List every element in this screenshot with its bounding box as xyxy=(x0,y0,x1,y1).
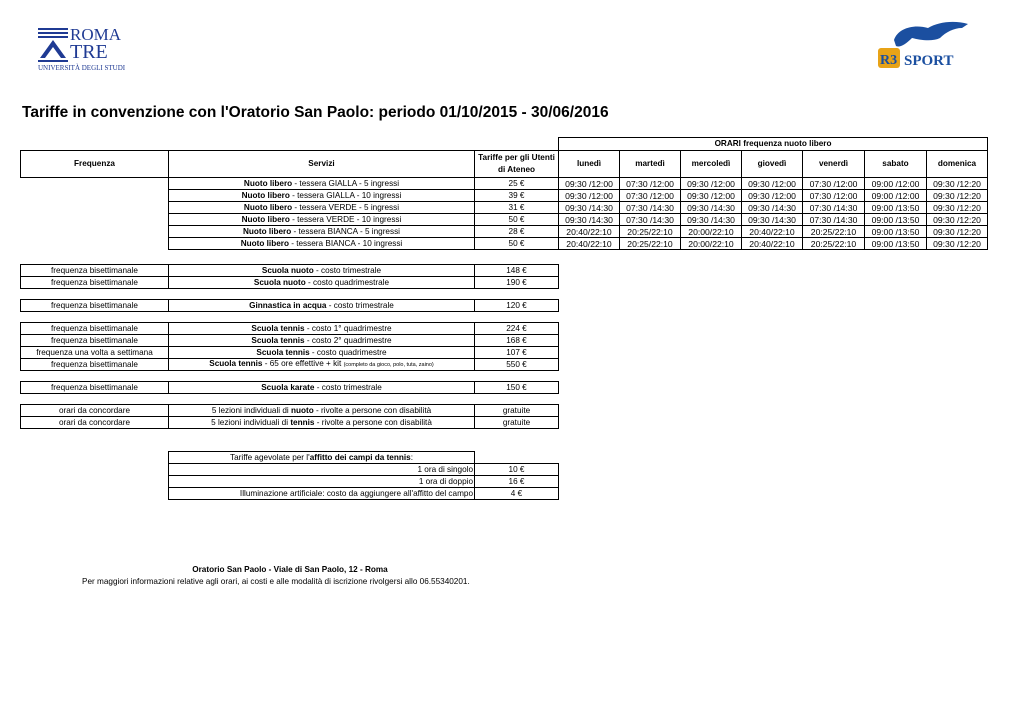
servizio-cell xyxy=(169,405,475,417)
servizio-name: Scuola tennis xyxy=(256,347,310,357)
servizio-name: Scuola nuoto xyxy=(261,265,314,275)
rental-header-pre: Tariffe agevolate per l' xyxy=(230,452,310,462)
time-cell: 07:30 /14:30 xyxy=(803,202,865,214)
r3-sport-logo xyxy=(876,18,972,72)
table-row xyxy=(169,476,559,488)
time-cell: 07:30 /14:30 xyxy=(803,214,865,226)
time-cell: 07:30 /12:00 xyxy=(803,178,865,190)
servizio-name: Scuola karate xyxy=(261,382,315,392)
roma-tre-logo xyxy=(38,24,138,72)
table-row xyxy=(21,238,988,250)
day-header: mercoledì xyxy=(681,151,742,178)
price-cell: gratuite xyxy=(475,405,559,417)
day-header: sabato xyxy=(865,151,927,178)
time-cell: 20:25/22:10 xyxy=(620,226,681,238)
servizio-detail: - tessera GIALLA - 5 ingressi xyxy=(292,178,400,188)
time-cell: 09:30 /14:30 xyxy=(681,214,742,226)
time-cell: 20:25/22:10 xyxy=(803,226,865,238)
time-cell: 09:30 /12:20 xyxy=(927,214,988,226)
rental-rows xyxy=(169,464,559,500)
day-header: venerdì xyxy=(803,151,865,178)
servizio-detail: - rivolte a persone con disabilità xyxy=(313,405,432,415)
spacer-row xyxy=(21,312,559,323)
frequenza-cell: frequenza una volta a settimana xyxy=(21,347,169,359)
frequenza-cell: frequenza bisettimanale xyxy=(21,323,169,335)
time-cell: 09:30 /12:20 xyxy=(927,202,988,214)
tennis-rental-table xyxy=(168,451,559,500)
footer-info: Per maggiori informazioni relative agli orari, ai costi e alle modalità di iscrizione rivolgersi allo 06.55340201. xyxy=(82,577,470,586)
table-row xyxy=(169,488,559,500)
servizio-cell xyxy=(169,238,475,250)
col-header-tariffe: Tariffe per gli Utenti di Ateneo xyxy=(475,151,559,178)
day-header: martedì xyxy=(620,151,681,178)
day-header: giovedì xyxy=(742,151,803,178)
time-cell: 20:40/22:10 xyxy=(559,238,620,250)
table-row xyxy=(21,382,559,394)
servizio-cell xyxy=(169,190,475,202)
time-cell: 09:30 /14:30 xyxy=(559,214,620,226)
table-row xyxy=(21,417,559,429)
price-cell: 10 € xyxy=(475,464,559,476)
servizio-cell xyxy=(169,323,475,335)
price-cell: 16 € xyxy=(475,476,559,488)
time-cell: 09:00 /12:00 xyxy=(865,190,927,202)
time-cell: 09:30 /12:20 xyxy=(927,238,988,250)
servizio-detail: - costo 2° quadrimestre xyxy=(304,335,392,345)
servizio-name: Scuola tennis xyxy=(251,323,305,333)
price-cell: 4 € xyxy=(475,488,559,500)
servizio-note: (completo da gioco, polo, tuta, zaino) xyxy=(343,362,434,368)
table-row xyxy=(21,226,988,238)
logo-text-roma: ROMA xyxy=(70,25,122,44)
servizio-name: Nuoto libero xyxy=(243,226,292,236)
price-cell: gratuite xyxy=(475,417,559,429)
servizio-name: Scuola tennis xyxy=(209,359,263,368)
spacer-cell xyxy=(475,289,559,300)
table-row xyxy=(21,265,559,277)
orari-header: ORARI frequenza nuoto libero xyxy=(559,138,988,151)
servizio-detail: - costo 1° quadrimestre xyxy=(304,323,392,333)
servizio-cell xyxy=(169,178,475,190)
servizio-name: Nuoto libero xyxy=(243,202,293,212)
servizio-detail: - tessera VERDE - 10 ingressi xyxy=(289,214,402,224)
servizio-cell xyxy=(169,347,475,359)
time-cell: 07:30 /14:30 xyxy=(620,214,681,226)
time-cell: 07:30 /12:00 xyxy=(620,190,681,202)
price-cell: 50 € xyxy=(475,214,559,226)
table-row xyxy=(21,277,559,289)
servizio-detail: - tessera VERDE - 5 ingressi xyxy=(292,202,400,212)
spacer-cell xyxy=(169,289,475,300)
time-cell: 20:00/22:10 xyxy=(681,238,742,250)
day-header: domenica xyxy=(927,151,988,178)
frequenza-cell xyxy=(21,190,169,202)
servizio-detail: - costo trimestrale xyxy=(314,382,382,392)
time-cell: 09:30 /14:30 xyxy=(559,202,620,214)
frequenza-cell: orari da concordare xyxy=(21,405,169,417)
time-cell: 09:30 /12:00 xyxy=(742,178,803,190)
price-cell: 31 € xyxy=(475,202,559,214)
price-cell: 120 € xyxy=(475,300,559,312)
price-cell: 25 € xyxy=(475,178,559,190)
table-row xyxy=(21,214,988,226)
spacer-cell xyxy=(475,371,559,382)
table-row xyxy=(169,464,559,476)
price-cell: 28 € xyxy=(475,226,559,238)
time-cell: 20:25/22:10 xyxy=(803,238,865,250)
time-cell: 07:30 /14:30 xyxy=(620,202,681,214)
courses-table xyxy=(20,264,559,429)
spacer-row xyxy=(21,394,559,405)
table-row xyxy=(21,405,559,417)
rental-header-bold: affitto dei campi da tennis xyxy=(309,452,411,462)
servizio-cell xyxy=(169,214,475,226)
servizio-cell xyxy=(169,265,475,277)
frequenza-cell xyxy=(21,238,169,250)
servizio-cell xyxy=(169,417,475,429)
time-cell: 09:00 /12:00 xyxy=(865,178,927,190)
table-row xyxy=(21,335,559,347)
nuoto-rows xyxy=(21,178,988,250)
spacer-cell xyxy=(21,371,169,382)
time-cell: 09:30 /14:30 xyxy=(681,202,742,214)
servizio-name: Scuola tennis xyxy=(251,335,305,345)
frequenza-cell xyxy=(21,202,169,214)
courses-rows xyxy=(21,265,559,429)
spacer-cell xyxy=(21,394,169,405)
rental-header-post: : xyxy=(410,452,413,462)
spacer-row xyxy=(21,289,559,300)
servizio-detail: - tessera BIANCA - 5 ingressi xyxy=(291,226,400,236)
servizio-name: tennis xyxy=(290,417,315,427)
time-cell: 09:00 /13:50 xyxy=(865,226,927,238)
time-cell: 09:30 /12:00 xyxy=(559,190,620,202)
time-cell: 20:25/22:10 xyxy=(620,238,681,250)
servizio-cell xyxy=(169,382,475,394)
spacer-cell xyxy=(475,394,559,405)
servizio-detail: - costo trimestrale xyxy=(326,300,394,310)
servizio-name: Nuoto libero xyxy=(240,238,289,248)
servizio-name: Nuoto libero xyxy=(241,190,290,200)
frequenza-cell: frequenza bisettimanale xyxy=(21,265,169,277)
servizio-cell xyxy=(169,226,475,238)
spacer-cell xyxy=(169,371,475,382)
time-cell: 09:30 /12:00 xyxy=(559,178,620,190)
time-cell: 09:30 /12:20 xyxy=(927,190,988,202)
price-cell: 168 € xyxy=(475,335,559,347)
time-cell: 09:00 /13:50 xyxy=(865,202,927,214)
price-cell: 50 € xyxy=(475,238,559,250)
day-header: lunedì xyxy=(559,151,620,178)
time-cell: 09:30 /14:30 xyxy=(742,214,803,226)
servizio-detail: - costo trimestrale xyxy=(313,265,382,275)
horse-icon xyxy=(894,22,968,47)
logo-text-universita: UNIVERSITÀ DEGLI STUDI xyxy=(38,64,126,72)
spacer-cell xyxy=(475,312,559,323)
time-cell: 07:30 /12:00 xyxy=(620,178,681,190)
time-cell: 09:30 /12:20 xyxy=(927,178,988,190)
price-cell: 107 € xyxy=(475,347,559,359)
servizio-cell xyxy=(169,300,475,312)
time-cell: 09:30 /12:20 xyxy=(927,226,988,238)
spacer-cell xyxy=(21,289,169,300)
rental-label: Illuminazione artificiale: costo da aggiungere all'affitto del campo xyxy=(169,488,475,500)
page-title: Tariffe in convenzione con l'Oratorio San Paolo: periodo 01/10/2015 - 30/06/2016 xyxy=(22,104,609,121)
time-cell: 09:00 /13:50 xyxy=(865,238,927,250)
spacer-cell xyxy=(169,312,475,323)
price-cell: 224 € xyxy=(475,323,559,335)
frequenza-cell xyxy=(21,214,169,226)
time-cell: 20:00/22:10 xyxy=(681,226,742,238)
col-header-frequenza: Frequenza xyxy=(21,151,169,178)
frequenza-cell xyxy=(21,226,169,238)
table-row xyxy=(21,323,559,335)
time-cell: 09:00 /13:50 xyxy=(865,214,927,226)
price-cell: 150 € xyxy=(475,382,559,394)
time-cell: 09:30 /14:30 xyxy=(742,202,803,214)
servizio-name: Nuoto libero xyxy=(243,178,293,188)
col-header-servizi: Servizi xyxy=(169,151,475,178)
footer-address: Oratorio San Paolo - Viale di San Paolo, 12 - Roma xyxy=(192,565,388,574)
frequenza-cell: frequenza bisettimanale xyxy=(21,382,169,394)
rental-header xyxy=(169,452,475,464)
logo-r3-mark: R3 xyxy=(880,53,898,68)
servizio-cell xyxy=(169,335,475,347)
frequenza-cell: frequenza bisettimanale xyxy=(21,359,169,371)
price-cell: 39 € xyxy=(475,190,559,202)
servizio-detail: - costo quadrimestre xyxy=(309,347,387,357)
servizio-prefix: 5 lezioni individuali di xyxy=(211,417,291,427)
frequenza-cell: frequenza bisettimanale xyxy=(21,300,169,312)
price-cell: 550 € xyxy=(475,359,559,371)
frequenza-cell: frequenza bisettimanale xyxy=(21,335,169,347)
time-cell: 20:40/22:10 xyxy=(559,226,620,238)
time-cell: 20:40/22:10 xyxy=(742,226,803,238)
frequenza-cell: orari da concordare xyxy=(21,417,169,429)
time-cell: 09:30 /12:00 xyxy=(681,178,742,190)
servizio-detail: - costo quadrimestrale xyxy=(305,277,390,287)
servizio-name: Ginnastica in acqua xyxy=(249,300,327,310)
logo-sport-text: SPORT xyxy=(904,53,954,69)
servizio-prefix: 5 lezioni individuali di xyxy=(211,405,292,415)
servizio-name: Scuola nuoto xyxy=(253,277,306,287)
servizio-cell xyxy=(169,202,475,214)
servizio-detail: - 65 ore effettive + kit xyxy=(262,359,344,368)
frequenza-cell xyxy=(21,178,169,190)
table-row xyxy=(21,347,559,359)
table-row xyxy=(21,202,988,214)
rental-label: 1 ora di singolo xyxy=(169,464,475,476)
spacer-cell xyxy=(169,394,475,405)
logo-text-tre: TRE xyxy=(70,41,108,63)
servizio-detail: - rivolte a persone con disabilità xyxy=(314,417,432,427)
servizio-name: nuoto xyxy=(291,405,314,415)
time-cell: 20:40/22:10 xyxy=(742,238,803,250)
servizio-cell xyxy=(169,359,475,371)
servizio-detail: - tessera GIALLA - 10 ingressi xyxy=(289,190,402,200)
servizio-name: Nuoto libero xyxy=(241,214,290,224)
servizio-detail: - tessera BIANCA - 10 ingressi xyxy=(288,238,403,248)
table-row xyxy=(21,300,559,312)
price-cell: 190 € xyxy=(475,277,559,289)
spacer-row xyxy=(21,371,559,382)
servizio-cell xyxy=(169,277,475,289)
frequenza-cell: frequenza bisettimanale xyxy=(21,277,169,289)
table-row xyxy=(21,190,988,202)
price-cell: 148 € xyxy=(475,265,559,277)
table-row xyxy=(21,178,988,190)
time-cell: 07:30 /12:00 xyxy=(803,190,865,202)
time-cell: 09:30 /12:00 xyxy=(681,190,742,202)
spacer-cell xyxy=(21,312,169,323)
table-row xyxy=(21,359,559,371)
nuoto-libero-table xyxy=(20,137,988,250)
time-cell: 09:30 /12:00 xyxy=(742,190,803,202)
rental-label: 1 ora di doppio xyxy=(169,476,475,488)
